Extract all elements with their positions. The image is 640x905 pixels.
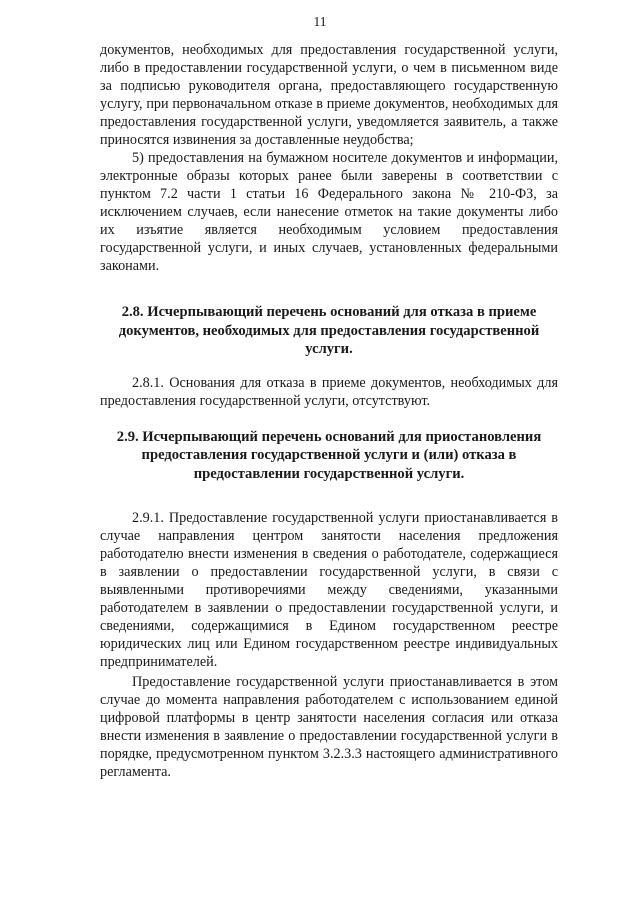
intro-paragraph: документов, необходимых для предоставления государственной услуги, либо в предоставлении государственной услуги, о чем в письменном виде за подписью руководителя органа, предоставляющего государственную услугу, при первоначальном отказе в приеме документов, необходимых для предоставления государственной услуги, уведомляется заявитель, а также приносятся извинения за доставленные неудобства;	[100, 42, 558, 148]
page-number: 11	[313, 14, 327, 29]
list-item-5: 5) предоставления на бумажном носителе документов и информации, электронные образы которых ранее были заверены в соответствии с пунктом 7.2 части 1 статьи 16 Федерального закона № 210-ФЗ, за исключением случаев, если нанесение отметок на такие документы либо их изъятие является необходимым условием предоставления государственной услуги, и иных случаев, установленных федеральными законами.	[100, 150, 558, 274]
paragraph-2-8-1: 2.8.1. Основания для отказа в приеме документов, необходимых для предоставления государственной услуги, отсутствуют.	[100, 374, 558, 409]
section-heading-2-8: 2.8. Исчерпывающий перечень оснований для отказа в приеме документов, необходимых для предоставления государственной услуги.	[118, 304, 540, 357]
paragraph-suspension: Предоставление государственной услуги приостанавливается в этом случае до момента направления работодателем с использованием единой цифровой платформы в центр занятости населения согласия или отказа внести изменения в заявление о предоставлении государственной услуги в порядке, предусмотренном пунктом 3.2.3.3 настоящего административного регламента.	[100, 674, 558, 780]
paragraph-2-9-1: 2.9.1. Предоставление государственной услуги приостанавливается в случае направления центром занятости населения предложения работодателю внести изменения в сведения о работодателе, содержащиеся в заявлении о предоставлении государственной услуги, в связи с выявленными противоречиями между сведениями, указанными работодателем в заявлении о предоставлении государственной услуги, и сведениями, содержащимися в Едином государственном реестре юридических лиц или Едином государственном реестре индивидуальных предпринимателей.	[100, 510, 558, 670]
section-heading-2-9: 2.9. Исчерпывающий перечень оснований для приостановления предоставления государственной услуги и (или) отказа в предоставлении государственной услуги.	[116, 428, 542, 482]
document-body	[100, 41, 558, 781]
